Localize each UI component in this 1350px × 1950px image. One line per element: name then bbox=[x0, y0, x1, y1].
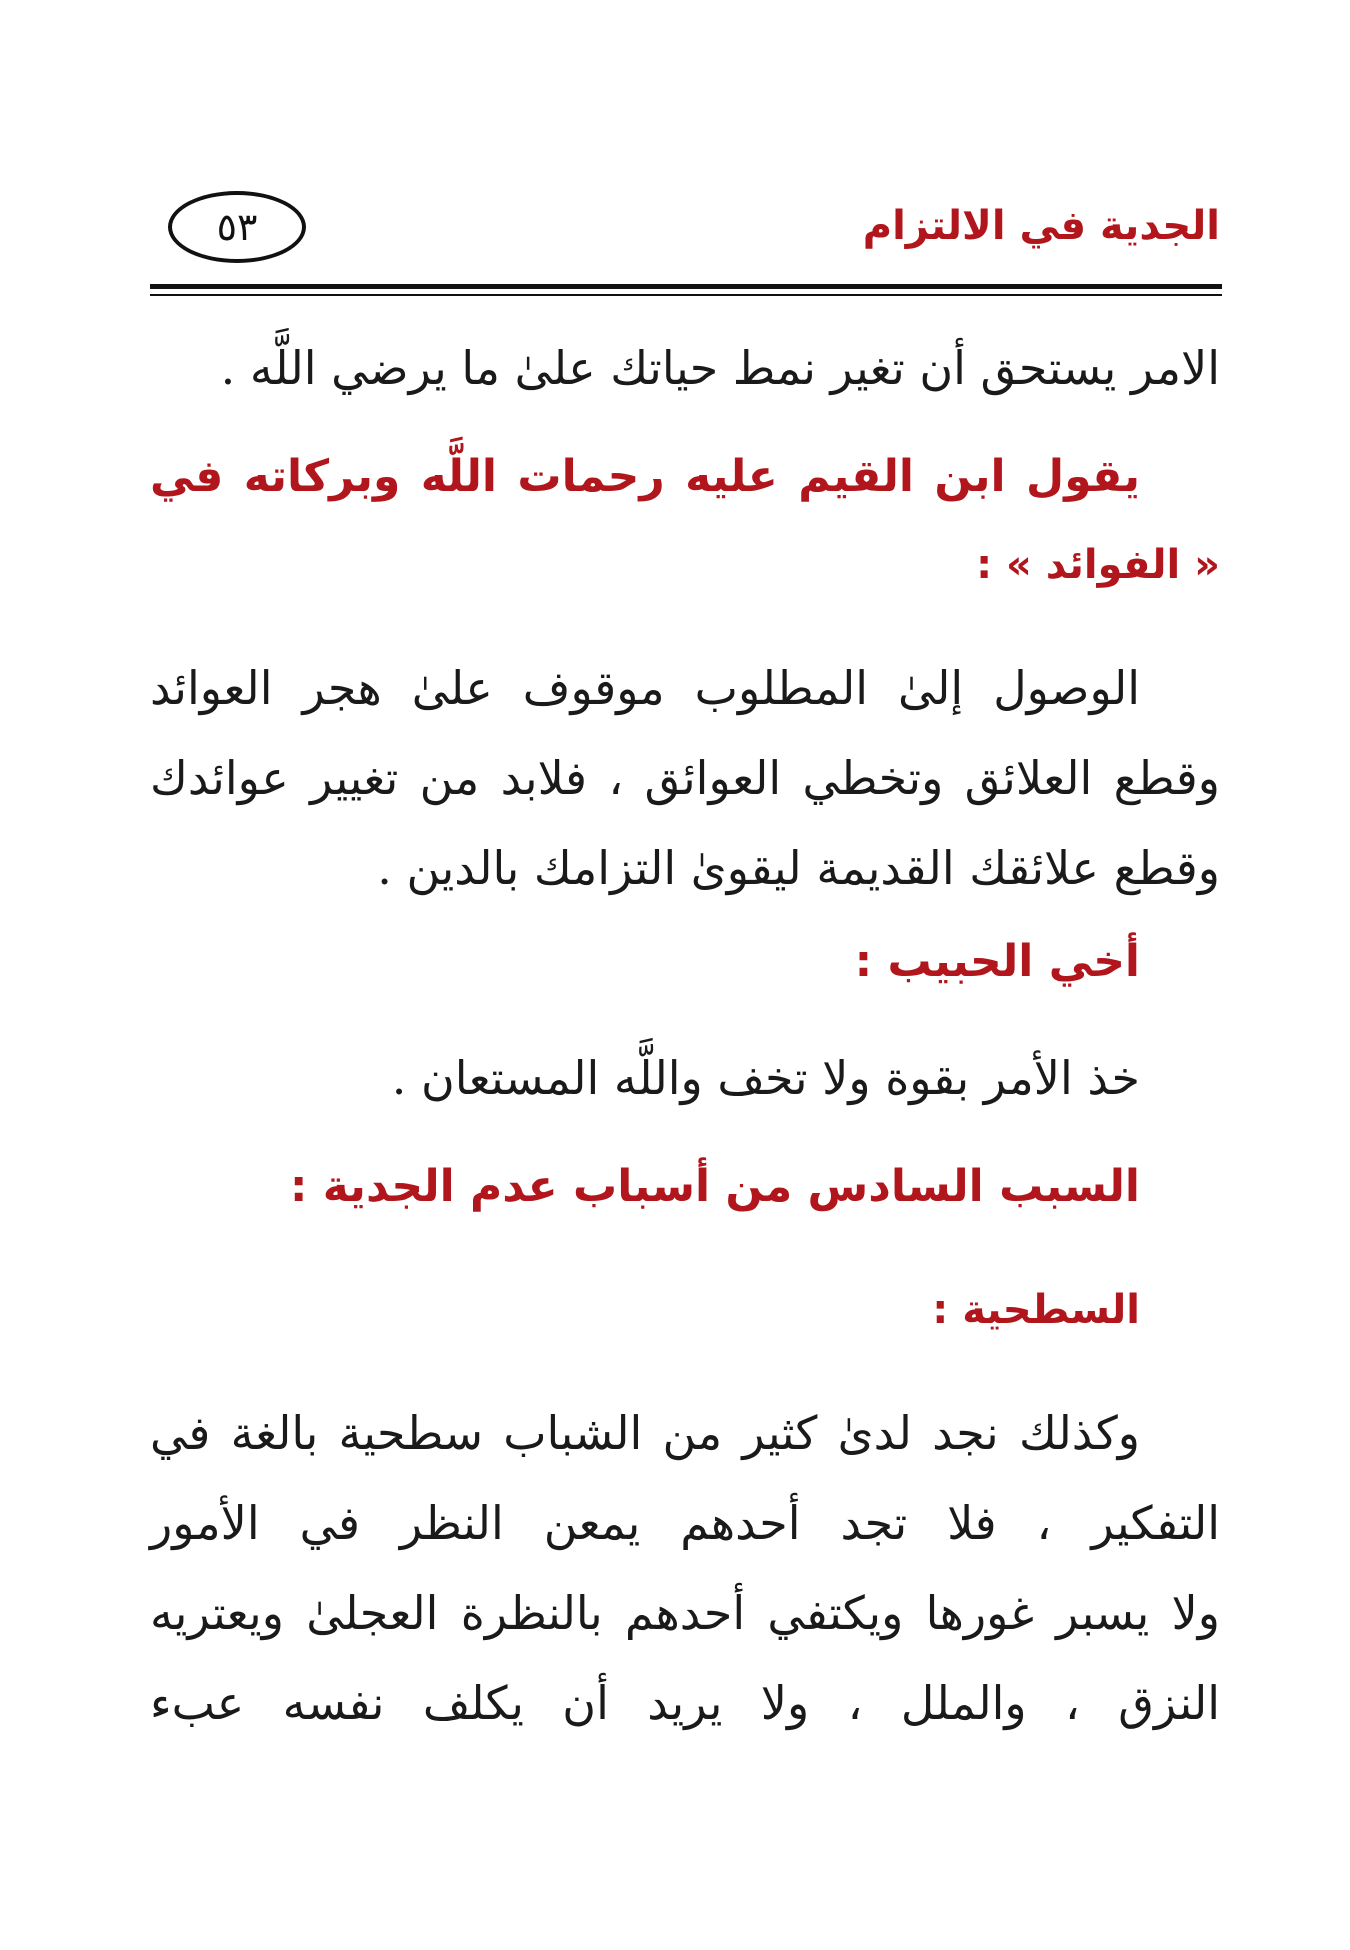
header-rule-thick bbox=[150, 284, 1222, 289]
header-rule-thin bbox=[150, 294, 1222, 296]
book-title: الجدية في الالتزام bbox=[862, 203, 1220, 249]
quote-intro: يقول ابن القيم عليه رحمات اللَّه وبركاته في bbox=[150, 451, 1140, 502]
quote-source: « الفوائد » : bbox=[976, 542, 1220, 588]
quote-line: الوصول إلىٰ المطلوب موقوف علىٰ هجر العوائد bbox=[150, 661, 1140, 715]
quote-line: وقطع علائقك القديمة ليقوىٰ التزامك بالدين . bbox=[377, 841, 1220, 895]
paragraph-line: التفكير ، فلا تجد أحدهم يمعن النظر في الأمور bbox=[150, 1496, 1220, 1550]
paragraph-line: وكذلك نجد لدىٰ كثير من الشباب سطحية بالغة في bbox=[150, 1406, 1140, 1460]
page-header bbox=[150, 185, 1220, 285]
heading-dear-brother: أخي الحبيب : bbox=[854, 936, 1140, 987]
page-number: ٥٣ bbox=[168, 191, 306, 263]
paragraph-line: ولا يسبر غورها ويكتفي أحدهم بالنظرة العجلىٰ ويعتريه bbox=[150, 1586, 1220, 1640]
heading-sixth-cause: السبب السادس من أسباب عدم الجدية : bbox=[289, 1161, 1140, 1212]
paragraph-line: النزق ، والملل ، ولا يريد أن يكلف نفسه عبء bbox=[150, 1676, 1220, 1730]
quote-line: وقطع العلائق وتخطي العوائق ، فلابد من تغيير عوائدك bbox=[150, 751, 1220, 805]
text-line: الامر يستحق أن تغير نمط حياتك علىٰ ما يرضي اللَّه . bbox=[220, 341, 1220, 395]
heading-superficiality: السطحية : bbox=[932, 1287, 1140, 1333]
advice-line: خذ الأمر بقوة ولا تخف واللَّه المستعان . bbox=[391, 1051, 1140, 1105]
